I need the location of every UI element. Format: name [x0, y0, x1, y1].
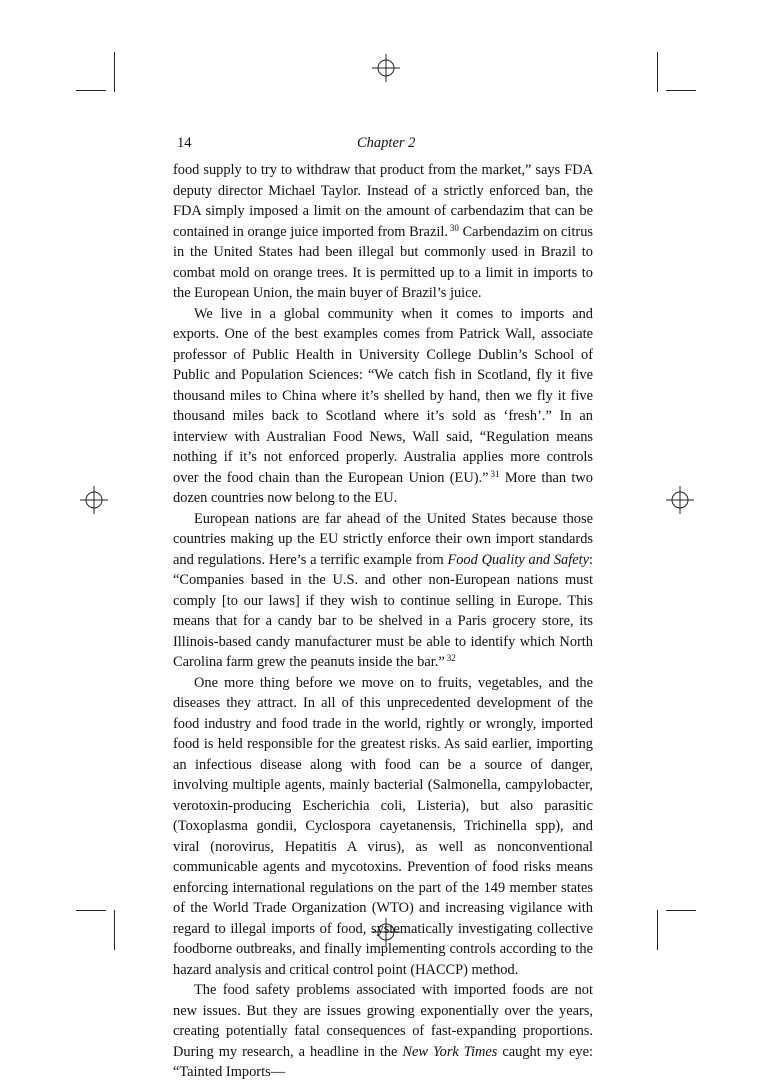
paragraph [173, 673, 593, 981]
running-head: Chapter 2 [357, 135, 416, 151]
paragraph-text: More than two dozen countries now belong to the EU. [173, 469, 593, 506]
crop-mark [114, 52, 115, 92]
crop-mark [657, 52, 658, 92]
paragraph [173, 980, 593, 1083]
crop-mark [666, 90, 696, 91]
paragraph [173, 160, 593, 304]
paragraph-text: We live in a global community when it comes to imports and exports. One of the best examples comes from Patrick Wall, associate professor of Public Health in University College Dublin’s School of Public and Population Sciences: “We catch fish in Scotland, fly it five thousand miles to China where it’s shelled by hand, then we fly it five thousand miles back to Scotland where it’s sold as ‘fresh’.” In an interview with Australian Food News, Wall said, “Regulation means nothing if it’s not enforced properly. Australia applies more controls over the food chain than the European Union (EU).” [173, 305, 593, 486]
publication-title: Food Quality and Safety [447, 551, 589, 568]
paragraph [173, 304, 593, 509]
paragraph-text: food supply to try to withdraw that product from the market,” says FDA deputy director Michael Taylor. Instead of a strictly enforced ban, the FDA simply imposed a limit on the amount of carbendazim that can be contained in orange juice imported from Brazil. [173, 162, 593, 240]
paragraph-text: : “Companies based in the U.S. and other non-European nations must comply [to our laws] if they wish to continue selling in Europe. This means that for a candy bar to be shelved in a Paris grocery store, its Illinois-based candy manufacturer must be able to identify which North Carolina farm grew the peanuts inside the bar.” [173, 551, 593, 670]
crop-mark [657, 910, 658, 950]
paragraph-text: The food safety problems associated with imported foods are not new issues. But they are issues growing exponentially over the years, creating potentially fatal consequences of fast-expanding proportions. During my research, a headline in the [173, 982, 593, 1060]
paragraph [173, 509, 593, 673]
paragraph-text: caught my eye: “Tainted Imports— [173, 1043, 594, 1080]
body-text [173, 160, 593, 1083]
crop-mark [76, 90, 106, 91]
crop-mark [666, 910, 696, 911]
footnote-ref: 31 [490, 468, 500, 479]
crop-mark [114, 910, 115, 950]
publication-title: New York Times [402, 1043, 498, 1060]
registration-mark-icon [372, 54, 400, 82]
registration-mark-icon [666, 486, 694, 514]
paragraph-text: One more thing before we move on to fruits, vegetables, and the diseases they attract. In all of this unprecedented development of the food industry and food trade in the world, rightly or wrongly, imported food is held responsible for the greatest risks. As said earlier, importing an infectious disease along with food can be a source of danger, involving multiple agents, mainly bacterial (Salmonella, campylobacter, verotoxin-producing Escherichia coli, Listeria), but also parasitic (Toxoplasma gondii, Cyclospora cayetanensis, Trichinella spp), and viral (norovirus, Hepatitis A virus), as well as nonconventional communicable agents and mycotoxins. Prevention of food risks means enforcing international regulations on the part of the 149 member states of the World Trade Organization (WTO) and increasing vigilance with regard to illegal imports of food, systematically investigating collective foodborne outbreaks, and finally implementing controls according to the hazard analysis and critical control point (HACCP) method. [173, 674, 593, 978]
paragraph-text: Carbendazim on citrus in the United States had been illegal but commonly used in Brazil to combat mold on orange trees. It is permitted up to a limit in imports to the European Union, the main buyer of Brazil’s juice. [173, 223, 593, 301]
paragraph-text: European nations are far ahead of the United States because those countries making up the EU strictly enforce their own import standards and regulations. Here’s a terrific example from [173, 510, 593, 568]
crop-mark [76, 910, 106, 911]
registration-mark-icon [80, 486, 108, 514]
footnote-ref: 32 [446, 653, 456, 663]
footnote-ref: 30 [449, 222, 459, 233]
page-number: 14 [177, 135, 192, 151]
